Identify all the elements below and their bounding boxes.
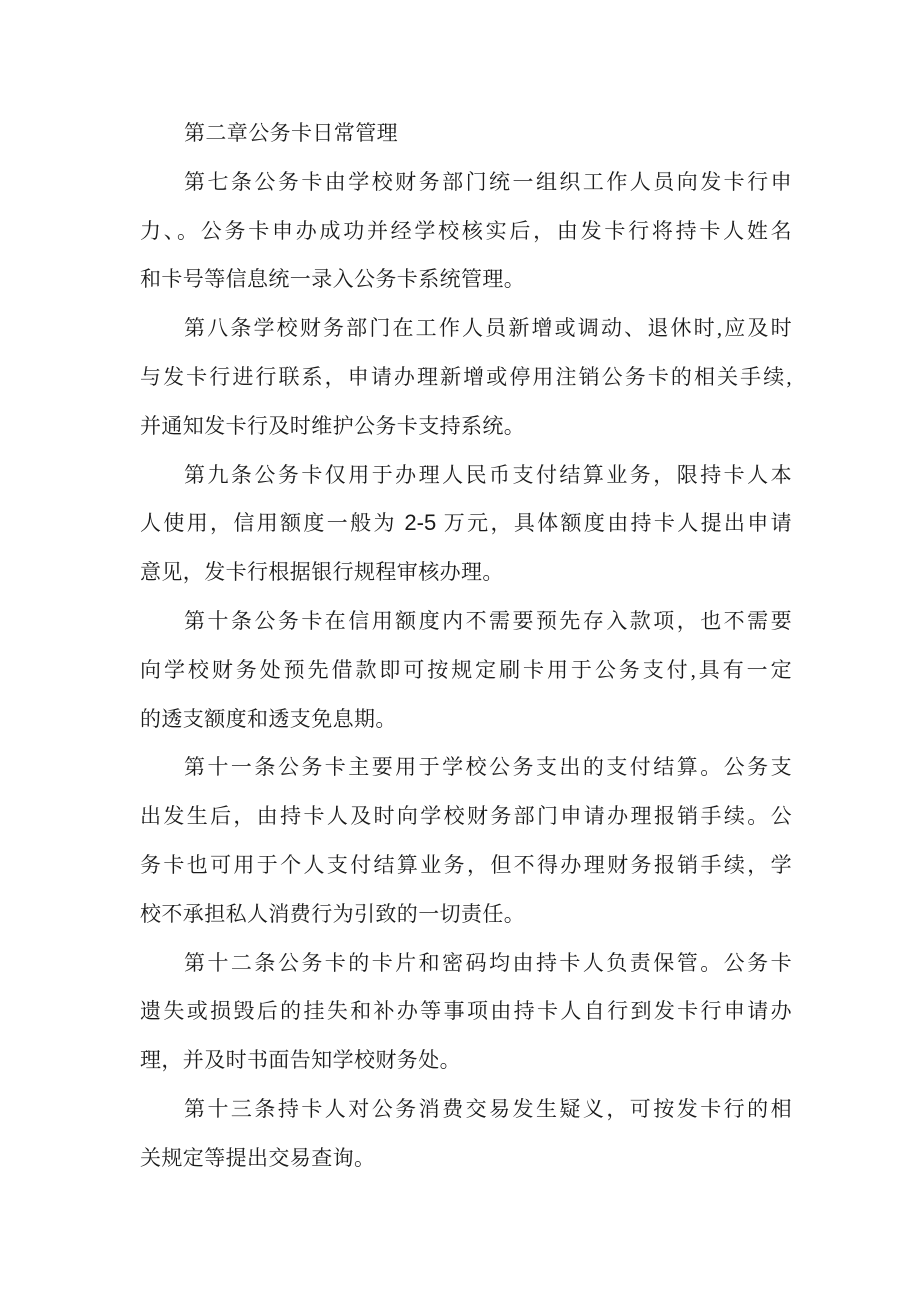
text-line: 和卡号等信息统一录入公务卡系统管理。: [140, 267, 526, 292]
latin-number: 2-5: [404, 510, 437, 536]
text-line: 理，并及时书面告知学校财务处。: [140, 1048, 461, 1073]
text-line: 第十条公务卡在信用额度内不需要预先存入款项，也不需要: [184, 608, 792, 633]
text-line: 遗失或损毁后的挂失和补办等事项由持卡人自行到发卡行申请办: [140, 999, 792, 1024]
text-line: [140, 499, 792, 548]
text-line: 第十二条公务卡的卡片和密码均由持卡人负责保管。公务卡: [184, 950, 792, 975]
text-line: 并通知发卡行及时维护公务卡支持系统。: [140, 413, 526, 438]
document-body: [140, 109, 792, 1183]
text-line: 与发卡行进行联系，申请办理新增或停用注销公务卡的相关手续,: [140, 364, 792, 389]
text-line: 意见，发卡行根据银行规程审核办理。: [140, 560, 504, 585]
text-line: 力、。公务卡申办成功并经学校核实后，由发卡行将持卡人姓名: [140, 218, 792, 243]
text-line: 第十三条持卡人对公务消费交易发生疑义，可按发卡行的相: [184, 1096, 792, 1121]
text-line: 第十一条公务卡主要用于学校公务支出的支付结算。公务支: [184, 755, 792, 780]
text-line: 第七条公务卡由学校财务部门统一组织工作人员向发卡行申: [184, 169, 792, 194]
text-run: 人使用，信用额度一般为: [140, 511, 405, 536]
text-line: 务卡也可用于个人支付结算业务，但不得办理财务报销手续，学: [140, 852, 792, 877]
chapter-heading: 第二章公务卡日常管理: [184, 121, 398, 145]
text-line: 关规定等提出交易查询。: [140, 1145, 376, 1170]
text-line: 第九条公务卡仅用于办理人民币支付结算业务，限持卡人本: [184, 462, 792, 487]
text-line: 第八条学校财务部门在工作人员新增或调动、退休时,应及时: [184, 316, 792, 341]
text-run: 万元，具体额度由持卡人提出申请: [436, 511, 792, 536]
text-line: 的透支额度和透支免息期。: [140, 706, 397, 731]
text-line: 校不承担私人消费行为引致的一切责任。: [140, 901, 526, 926]
text-line: 出发生后，由持卡人及时向学校财务部门申请办理报销手续。公: [140, 804, 792, 829]
text-line: 向学校财务处预先借款即可按规定刷卡用于公务支付,具有一定: [140, 657, 792, 682]
